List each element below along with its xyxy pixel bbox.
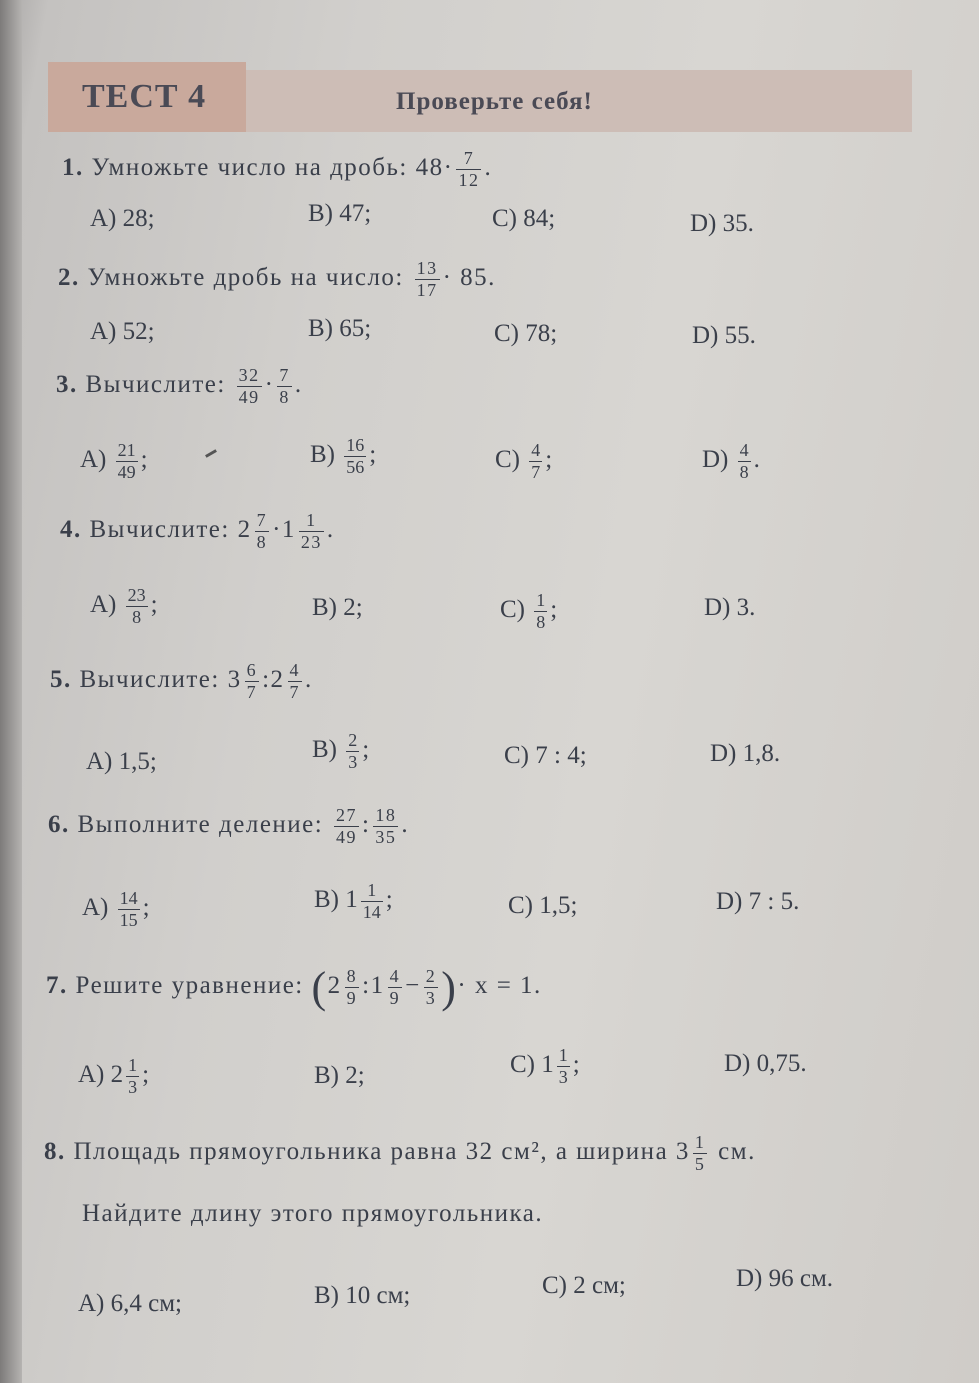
operator: : xyxy=(262,665,271,693)
option-label: C) xyxy=(510,1050,535,1078)
fraction xyxy=(334,805,359,847)
denominator: 7 xyxy=(289,681,301,702)
option-b[interactable]: B) 47; xyxy=(308,200,372,227)
question-number: 5. xyxy=(50,665,72,693)
fraction xyxy=(388,966,403,1008)
option-c[interactable]: C) 1,5; xyxy=(508,892,578,919)
option-label: C) xyxy=(500,595,525,623)
fraction xyxy=(299,510,324,552)
question-5 xyxy=(50,660,313,702)
question-2 xyxy=(58,258,496,300)
option-d[interactable]: D) 0,75. xyxy=(724,1050,807,1077)
question-number: 1. xyxy=(62,153,84,181)
question-number: 2. xyxy=(58,263,80,291)
question-7 xyxy=(46,962,542,1013)
option-b[interactable] xyxy=(310,435,376,477)
option-label: A) xyxy=(82,893,109,921)
punctuation: ; xyxy=(369,440,377,468)
question-number: 7. xyxy=(46,972,68,1000)
denominator: 49 xyxy=(238,386,260,407)
denominator: 8 xyxy=(739,461,749,482)
question-number: 4. xyxy=(60,515,82,543)
punctuation: ; xyxy=(150,590,158,618)
denominator: 8 xyxy=(132,606,142,627)
fraction xyxy=(344,435,366,477)
punctuation: . xyxy=(753,445,760,473)
operator: · xyxy=(264,370,275,398)
numerator: 1 xyxy=(361,880,383,902)
fraction xyxy=(361,880,383,922)
fraction xyxy=(373,805,398,847)
fraction xyxy=(245,660,260,702)
numerator: 4 xyxy=(531,440,541,460)
denominator: 15 xyxy=(119,909,138,930)
question-4 xyxy=(60,510,335,552)
denominator: 23 xyxy=(300,531,322,552)
option-a[interactable]: A) 1,5; xyxy=(86,748,157,775)
numerator: 16 xyxy=(346,435,365,455)
punctuation: ; xyxy=(550,595,558,623)
numerator: 14 xyxy=(119,888,138,908)
option-label: A) xyxy=(80,445,107,473)
option-c[interactable] xyxy=(500,590,557,632)
question-text: Вычислите: xyxy=(89,515,230,543)
option-a[interactable] xyxy=(90,585,158,627)
punctuation: . xyxy=(401,810,410,838)
test-title: ТЕСТ 4 xyxy=(82,78,207,115)
punctuation: . xyxy=(326,515,335,543)
question-text: Площадь прямоугольника равна 32 см², а ширина xyxy=(73,1137,669,1165)
option-label: B) xyxy=(314,885,339,913)
numerator: 7 xyxy=(279,365,290,385)
option-label: B) xyxy=(310,440,335,468)
denominator: 7 xyxy=(246,681,258,702)
numerator: 21 xyxy=(117,440,136,460)
whole-number: 1 xyxy=(281,515,296,543)
option-a[interactable] xyxy=(82,888,150,930)
fraction xyxy=(346,730,359,772)
whole-number: 3 xyxy=(227,665,242,693)
option-b[interactable]: B) 65; xyxy=(308,315,372,342)
question-number: 6. xyxy=(48,810,70,838)
option-a[interactable] xyxy=(80,440,148,482)
whole-number: 1 xyxy=(541,1050,554,1078)
numerator: 1 xyxy=(536,590,546,610)
expression-rest: · 85. xyxy=(442,263,496,291)
question-number: 3. xyxy=(56,370,78,398)
numerator: 23 xyxy=(127,585,146,605)
denominator: 3 xyxy=(425,988,437,1008)
option-d[interactable]: D) 35. xyxy=(690,210,754,237)
numerator: 1 xyxy=(558,1045,568,1065)
fraction xyxy=(534,590,547,632)
expression-rest: · x = 1. xyxy=(457,972,542,1000)
denominator: 5 xyxy=(694,1153,706,1174)
fraction xyxy=(345,966,360,1008)
operator: : xyxy=(362,972,371,1000)
operator: : xyxy=(361,810,371,838)
operator: − xyxy=(405,972,421,1000)
whole-number: 2 xyxy=(270,665,285,693)
punctuation: . xyxy=(484,153,493,181)
pencil-mark xyxy=(205,449,217,458)
numerator: 2 xyxy=(425,966,437,987)
option-d[interactable]: D) 1,8. xyxy=(710,740,781,767)
option-c[interactable]: C) 78; xyxy=(494,320,558,347)
fraction xyxy=(529,440,542,482)
operator: · xyxy=(272,515,282,543)
page-spine xyxy=(0,0,22,1383)
whole-number: 3 xyxy=(675,1137,690,1165)
numerator: 4 xyxy=(739,440,749,460)
punctuation: ; xyxy=(142,1060,150,1088)
numerator: 2 xyxy=(348,730,358,750)
operator: · xyxy=(443,153,454,181)
fraction xyxy=(255,510,270,552)
denominator: 9 xyxy=(346,988,358,1008)
option-a[interactable] xyxy=(78,1055,149,1097)
punctuation: ; xyxy=(572,1050,580,1078)
numerator: 8 xyxy=(346,966,358,987)
left-parenthesis: ( xyxy=(311,963,328,1012)
numerator: 27 xyxy=(335,805,357,825)
whole-number: 1 xyxy=(345,885,358,913)
question-6 xyxy=(48,805,409,847)
option-label: A) xyxy=(78,1060,105,1088)
option-label: A) xyxy=(90,590,117,618)
denominator: 14 xyxy=(362,901,381,922)
option-c[interactable]: C) 2 см; xyxy=(542,1272,626,1299)
fraction xyxy=(415,258,440,300)
numerator: 4 xyxy=(389,966,401,987)
denominator: 17 xyxy=(416,279,438,300)
option-d[interactable] xyxy=(702,440,760,482)
denominator: 8 xyxy=(256,531,268,552)
option-b[interactable]: B) 2; xyxy=(314,1062,365,1089)
option-d[interactable]: D) 96 см. xyxy=(736,1265,834,1292)
denominator: 9 xyxy=(389,988,401,1008)
fraction xyxy=(126,1055,139,1097)
unit: см. xyxy=(718,1137,756,1165)
question-text: Вычислите: xyxy=(79,665,220,693)
fraction xyxy=(288,660,303,702)
question-text: Умножьте дробь на число: xyxy=(87,263,404,291)
question-3 xyxy=(56,365,303,407)
numerator: 7 xyxy=(456,148,481,170)
option-b[interactable]: B) 10 см; xyxy=(314,1282,411,1309)
whole-number: 48 xyxy=(415,153,444,181)
punctuation: ; xyxy=(140,445,148,473)
option-c[interactable]: C) 7 : 4; xyxy=(504,742,587,769)
punctuation: ; xyxy=(545,445,553,473)
fraction xyxy=(424,966,439,1008)
denominator: 8 xyxy=(536,611,546,632)
fraction xyxy=(693,1132,708,1174)
punctuation: . xyxy=(294,370,303,398)
fraction xyxy=(126,585,148,627)
fraction xyxy=(116,440,138,482)
numerator: 7 xyxy=(256,510,268,530)
whole-number: 2 xyxy=(237,515,252,543)
fraction xyxy=(456,148,481,190)
fraction xyxy=(237,365,262,407)
denominator: 49 xyxy=(335,826,357,847)
option-c[interactable] xyxy=(495,440,552,482)
option-a[interactable]: A) 6,4 см; xyxy=(78,1290,182,1317)
question-8 xyxy=(44,1132,756,1174)
numerator: 1 xyxy=(128,1055,138,1075)
denominator: 8 xyxy=(279,386,290,407)
numerator: 18 xyxy=(375,805,397,825)
option-c[interactable]: C) 84; xyxy=(492,205,556,232)
denominator: 12 xyxy=(458,169,480,190)
question-text: Выполните деление: xyxy=(77,810,324,838)
option-d[interactable]: D) 3. xyxy=(704,594,756,621)
question-text: Вычислите: xyxy=(85,370,226,398)
denominator: 35 xyxy=(375,826,397,847)
numerator: 6 xyxy=(246,660,258,680)
numerator: 13 xyxy=(416,258,438,278)
numerator: 4 xyxy=(289,660,301,680)
denominator: 3 xyxy=(348,751,358,772)
numerator: 32 xyxy=(238,365,260,385)
fraction xyxy=(118,888,140,930)
fraction xyxy=(277,365,292,407)
punctuation: ; xyxy=(385,885,393,913)
denominator: 3 xyxy=(128,1076,138,1097)
whole-number: 2 xyxy=(327,972,342,1000)
denominator: 7 xyxy=(531,461,541,482)
punctuation: . xyxy=(305,665,313,693)
option-b[interactable] xyxy=(312,730,369,772)
question-8-line-2: Найдите длину этого прямоугольника. xyxy=(82,1200,544,1227)
option-label: D) xyxy=(702,445,729,473)
fraction xyxy=(738,440,751,482)
option-a[interactable]: A) 28; xyxy=(90,205,155,232)
punctuation: ; xyxy=(142,893,150,921)
section-title: Проверьте себя! xyxy=(396,88,593,115)
denominator: 56 xyxy=(346,456,365,477)
question-text: Умножьте число на дробь: xyxy=(91,153,408,181)
option-b[interactable]: B) 2; xyxy=(312,594,363,621)
question-1 xyxy=(62,148,492,190)
option-label: B) xyxy=(312,735,337,763)
option-d[interactable]: D) 7 : 5. xyxy=(716,888,800,915)
whole-number: 2 xyxy=(110,1060,124,1088)
option-b[interactable] xyxy=(314,880,393,922)
option-label: C) xyxy=(495,445,520,473)
option-a[interactable]: A) 52; xyxy=(90,318,155,345)
option-d[interactable]: D) 55. xyxy=(692,322,756,349)
option-c[interactable] xyxy=(510,1045,580,1087)
question-text: Решите уравнение: xyxy=(75,972,304,1000)
denominator: 3 xyxy=(558,1066,568,1087)
denominator: 49 xyxy=(117,461,136,482)
fraction xyxy=(557,1045,570,1087)
question-number: 8. xyxy=(44,1137,66,1165)
numerator: 1 xyxy=(299,510,324,532)
numerator: 1 xyxy=(694,1132,706,1152)
punctuation: ; xyxy=(362,735,370,763)
right-parenthesis: ) xyxy=(441,963,458,1012)
whole-number: 1 xyxy=(370,972,385,1000)
